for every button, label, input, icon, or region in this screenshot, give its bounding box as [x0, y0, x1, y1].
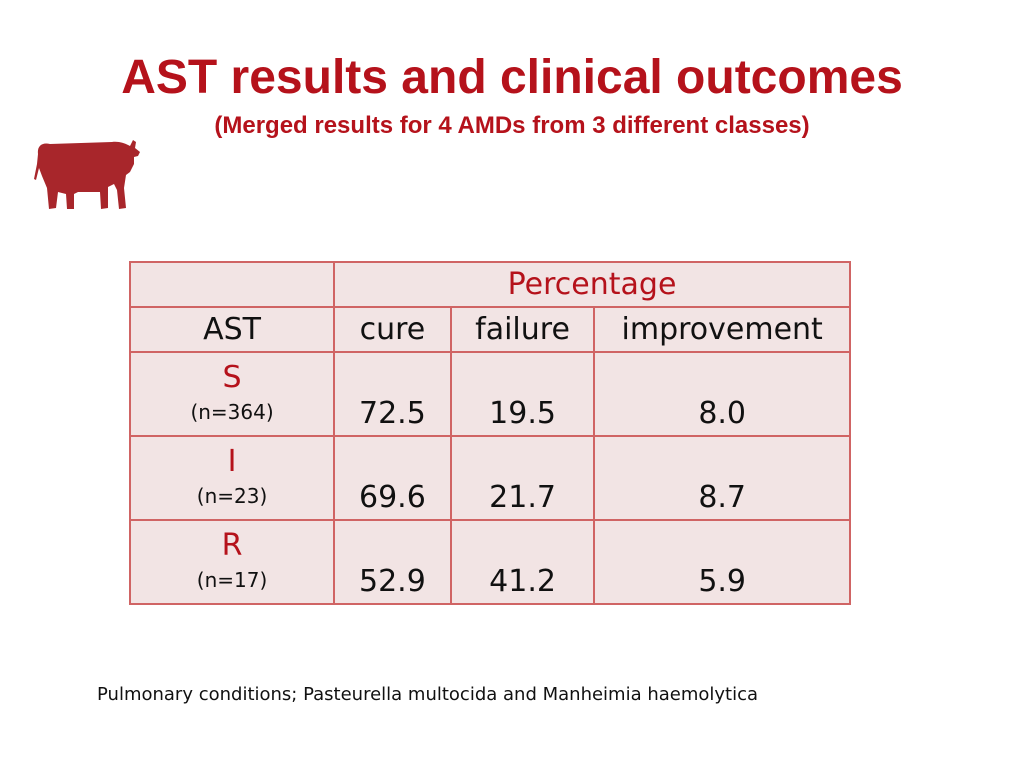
- failure-value: 41.2: [451, 520, 595, 604]
- sample-count: (n=364): [190, 400, 274, 424]
- slide-subtitle: (Merged results for 4 AMDs from 3 different classes): [214, 112, 810, 139]
- header-cure: cure: [334, 307, 451, 352]
- table-header-row: [130, 262, 850, 307]
- cure-value: 52.9: [334, 520, 451, 604]
- ast-grade: S: [222, 360, 242, 395]
- cow-silhouette-icon: [34, 132, 142, 212]
- improvement-value: 5.9: [594, 520, 850, 604]
- table-row: [130, 436, 850, 520]
- sample-count: (n=23): [196, 484, 268, 508]
- footnote: Pulmonary conditions; Pasteurella multocida and Manheimia haemolytica: [97, 684, 759, 705]
- slide-title: AST results and clinical outcomes: [121, 51, 903, 104]
- failure-value: 19.5: [451, 352, 595, 436]
- table-row: [130, 520, 850, 604]
- table-corner-cell: [130, 262, 334, 307]
- ast-grade: I: [227, 444, 237, 479]
- cure-value: 69.6: [334, 436, 451, 520]
- ast-results-table: [129, 261, 851, 605]
- ast-grade-cell: [130, 352, 334, 436]
- ast-grade-cell: [130, 436, 334, 520]
- header-improvement: improvement: [594, 307, 850, 352]
- table-row: [130, 352, 850, 436]
- header-failure: failure: [451, 307, 595, 352]
- improvement-value: 8.0: [594, 352, 850, 436]
- table-column-headers: [130, 307, 850, 352]
- sample-count: (n=17): [196, 568, 268, 592]
- header-ast: AST: [130, 307, 334, 352]
- ast-grade-cell: [130, 520, 334, 604]
- cure-value: 72.5: [334, 352, 451, 436]
- failure-value: 21.7: [451, 436, 595, 520]
- improvement-value: 8.7: [594, 436, 850, 520]
- percentage-header: Percentage: [334, 262, 850, 307]
- ast-grade: R: [221, 528, 243, 563]
